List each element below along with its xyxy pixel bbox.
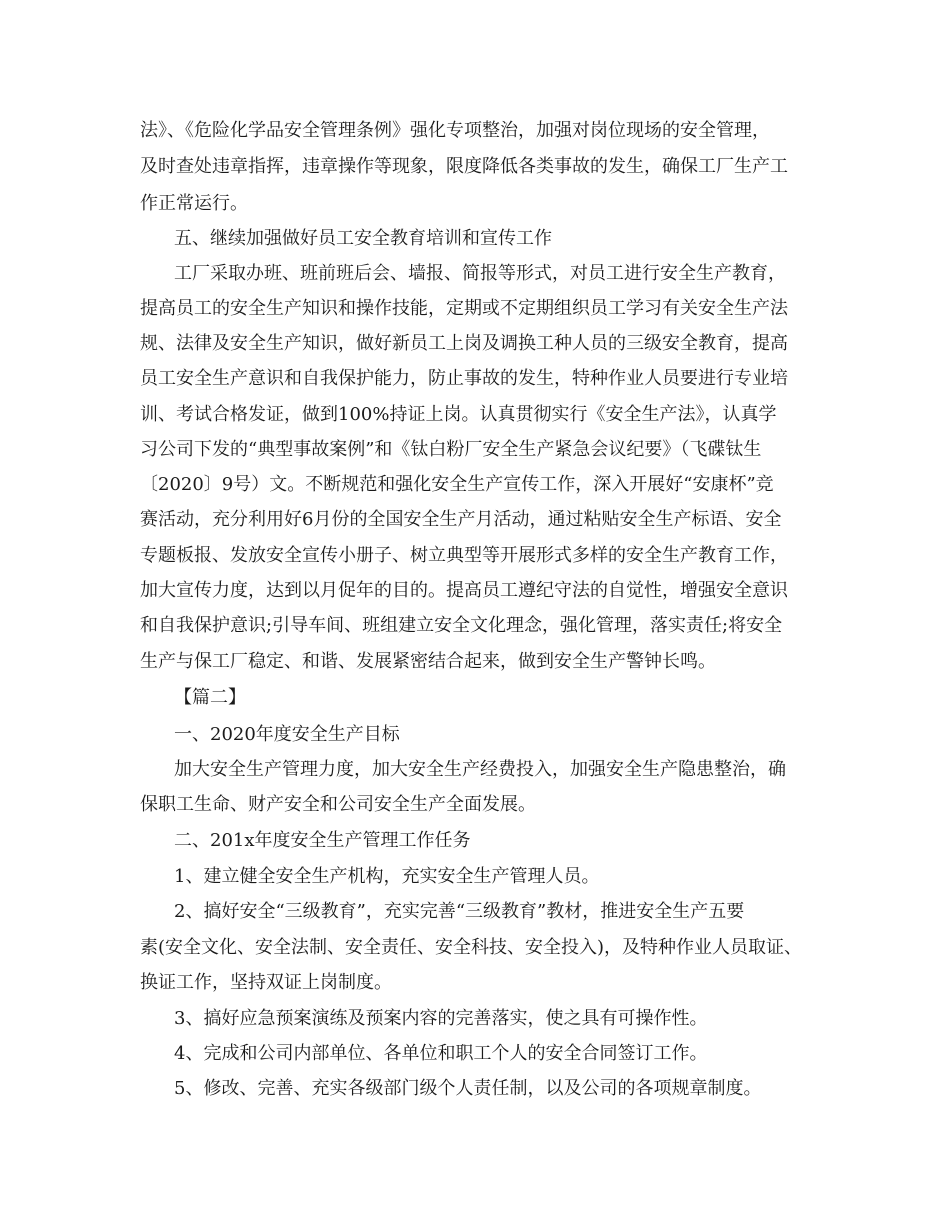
text-line: 专题板报、发放安全宣传小册子、树立典型等开展形式多样的安全生产教育工作， xyxy=(140,545,788,566)
text-line: 规、法律及安全生产知识，做好新员工上岗及调换工种人员的三级安全教育，提高 xyxy=(140,333,788,354)
text-line: 赛活动，充分利用好6月份的全国安全生产月活动，通过粘贴安全生产标语、安全 xyxy=(140,509,782,530)
list-item: 2、搞好安全“三级教育”，充实完善“三级教育”教材，推进安全生产五要 xyxy=(174,901,745,922)
text-line: 工厂采取办班、班前班后会、墙报、简报等形式，对员工进行安全生产教育， xyxy=(174,263,786,284)
section-heading: 一、2020年度安全生产目标 xyxy=(174,724,400,745)
section-marker: 【篇二】 xyxy=(174,687,246,708)
text-line: 加大安全生产管理力度，加大安全生产经费投入，加强安全生产隐患整治，确 xyxy=(174,759,786,780)
text-line: 作正常运行。 xyxy=(140,193,248,214)
text-line: 训、考试合格发证，做到100%持证上岗。认真贯彻实行《安全生产法》，认真学 xyxy=(140,404,777,425)
text-line: 员工安全生产意识和自我保护能力，防止事故的发生，特种作业人员要进行专业培 xyxy=(140,368,788,389)
text-line: 和自我保护意识;引导车间、班组建立安全文化理念，强化管理，落实责任;将安全 xyxy=(140,615,783,636)
list-item: 1、建立健全安全生产机构，充实安全生产管理人员。 xyxy=(174,866,600,887)
text-line: 及时查处违章指挥，违章操作等现象，限度降低各类事故的发生，确保工厂生产工 xyxy=(140,156,788,177)
text-line: 保职工生命、财产安全和公司安全生产全面发展。 xyxy=(140,794,536,815)
list-item: 4、完成和公司内部单位、各单位和职工个人的安全合同签订工作。 xyxy=(174,1043,708,1064)
text-line: 加大宣传力度，达到以月促年的目的。提高员工遵纪守法的自觉性，增强安全意识 xyxy=(140,580,788,601)
text-line: 习公司下发的“典型事故案例”和《钛白粉厂安全生产紧急会议纪要》（飞碟钛生 xyxy=(140,439,762,460)
text-line: 〔2020〕9号）文。不断规范和强化安全生产宣传工作，深入开展好“安康杯”竞 xyxy=(140,474,774,495)
section-heading: 五、继续加强做好员工安全教育培训和宣传工作 xyxy=(174,228,552,249)
text-line: 生产与保工厂稳定、和谐、发展紧密结合起来，做到安全生产警钟长鸣。 xyxy=(140,651,716,672)
text-line: 法》、《危险化学品安全管理条例》强化专项整治，加强对岗位现场的安全管理， xyxy=(140,120,770,141)
text-line: 换证工作，坚持双证上岗制度。 xyxy=(140,972,392,993)
list-item: 3、搞好应急预案演练及预案内容的完善落实，使之具有可操作性。 xyxy=(174,1008,708,1029)
text-line: 素(安全文化、安全法制、安全责任、安全科技、安全投入)，及特种作业人员取证、 xyxy=(140,937,803,958)
section-heading: 二、201x年度安全生产管理工作任务 xyxy=(174,830,471,851)
text-line: 提高员工的安全生产知识和操作技能，定期或不定期组织员工学习有关安全生产法 xyxy=(140,298,788,319)
list-item: 5、修改、完善、充实各级部门级个人责任制，以及公司的各项规章制度。 xyxy=(174,1078,762,1099)
